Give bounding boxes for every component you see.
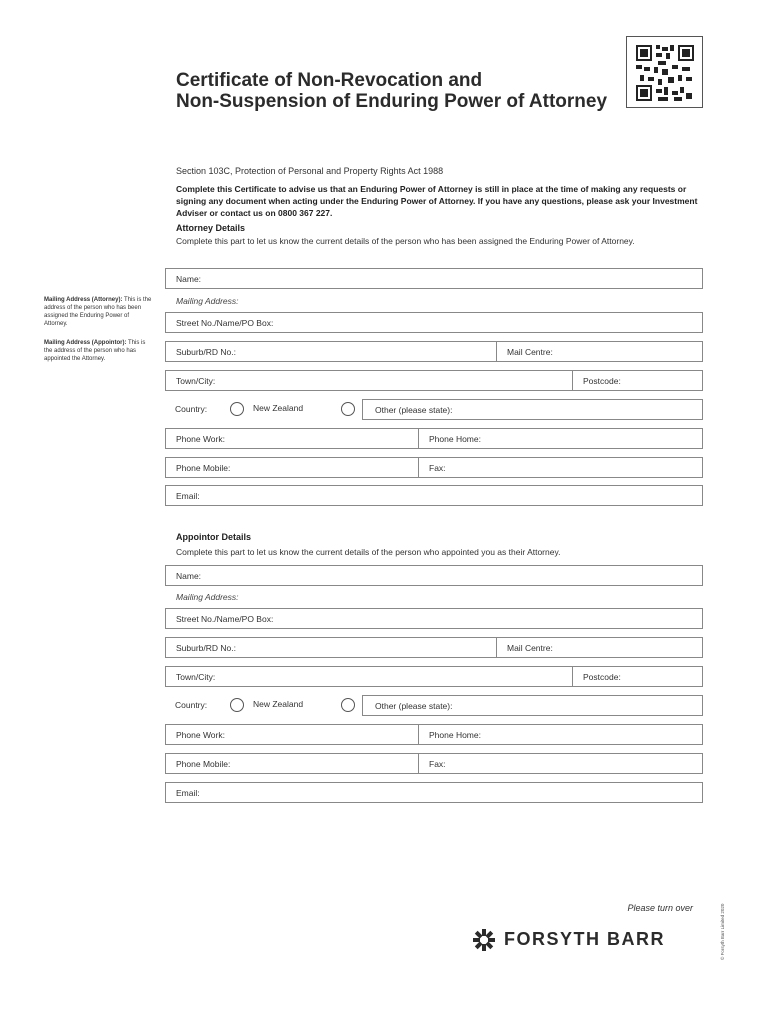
- appointor-suburb-row: [165, 637, 703, 658]
- appointor-other-label: Other (please state):: [375, 701, 453, 711]
- appointor-fax-label: Fax:: [429, 759, 446, 769]
- appointor-email-field[interactable]: [165, 782, 703, 803]
- attorney-town-label: Town/City:: [176, 376, 216, 386]
- attorney-mail-centre-label: Mail Centre:: [507, 347, 553, 357]
- appointor-suburb-field[interactable]: [166, 638, 496, 657]
- appointor-mobile-row: [165, 753, 703, 774]
- attorney-fax-label: Fax:: [429, 463, 446, 473]
- appointor-phone-mobile-field[interactable]: [166, 754, 418, 773]
- attorney-section-description: Complete this part to let us know the current details of the person who has been assigned the Enduring Power of Attorney.: [176, 236, 635, 246]
- appointor-name-field[interactable]: [165, 565, 703, 586]
- appointor-mail-centre-field[interactable]: [496, 638, 704, 657]
- appointor-fax-field[interactable]: [418, 754, 704, 773]
- attorney-town-row: [165, 370, 703, 391]
- attorney-email-label: Email:: [176, 491, 200, 501]
- appointor-postcode-label: Postcode:: [583, 672, 621, 682]
- title-line-1: Certificate of Non-Revocation and: [176, 70, 483, 91]
- appointor-phone-mobile-label: Phone Mobile:: [176, 759, 231, 769]
- appointor-note-label: Mailing Address (Appointor):: [44, 340, 127, 346]
- appointor-phone-work-label: Phone Work:: [176, 730, 225, 740]
- attorney-mobile-row: [165, 457, 703, 478]
- appointor-town-row: [165, 666, 703, 687]
- attorney-name-label: Name:: [176, 274, 202, 284]
- qr-code-icon: [636, 45, 694, 101]
- attorney-postcode-label: Postcode:: [583, 376, 621, 386]
- attorney-note-label: Mailing Address (Attorney):: [44, 297, 123, 303]
- appointor-note-text: This is the address of the person who has appointed the Attorney.: [44, 340, 146, 362]
- appointor-address-note: [44, 339, 152, 363]
- attorney-suburb-row: [165, 341, 703, 362]
- star-logo-icon: [472, 929, 496, 951]
- appointor-mail-centre-label: Mail Centre:: [507, 643, 553, 653]
- appointor-phone-row: [165, 724, 703, 745]
- attorney-postcode-field[interactable]: [572, 371, 704, 390]
- page-title: [176, 70, 607, 112]
- appointor-section-title: Appointor Details: [176, 532, 252, 542]
- appointor-phone-home-field[interactable]: [418, 725, 704, 744]
- appointor-town-field[interactable]: [166, 667, 572, 686]
- attorney-phone-work-label: Phone Work:: [176, 434, 225, 444]
- appointor-mailing-address-label: Mailing Address:: [176, 592, 239, 602]
- appointor-nz-radio[interactable]: [230, 698, 244, 712]
- appointor-other-radio[interactable]: [341, 698, 355, 712]
- attorney-country-label: Country:: [175, 404, 208, 414]
- attorney-phone-mobile-field[interactable]: [166, 458, 418, 477]
- appointor-postcode-field[interactable]: [572, 667, 704, 686]
- attorney-street-label: Street No./Name/PO Box:: [176, 318, 274, 328]
- attorney-other-country-field[interactable]: [362, 399, 703, 420]
- attorney-other-label: Other (please state):: [375, 405, 453, 415]
- qr-code: [626, 36, 703, 108]
- attorney-other-radio[interactable]: [341, 402, 355, 416]
- appointor-name-label: Name:: [176, 571, 202, 581]
- appointor-street-field[interactable]: [165, 608, 703, 629]
- attorney-section-title: Attorney Details: [176, 223, 246, 233]
- appointor-country-row: [165, 695, 703, 716]
- appointor-street-label: Street No./Name/PO Box:: [176, 614, 274, 624]
- appointor-phone-home-label: Phone Home:: [429, 730, 481, 740]
- title-line-2: Non-Suspension of Enduring Power of Attorney: [176, 91, 608, 112]
- copyright-note: © Forsyth Barr Limited 2020: [720, 903, 725, 960]
- appointor-phone-work-field[interactable]: [166, 725, 418, 744]
- appointor-country-label: Country:: [175, 700, 208, 710]
- attorney-street-field[interactable]: [165, 312, 703, 333]
- logo-text: FORSYTH BARR: [504, 929, 665, 949]
- appointor-other-country-field[interactable]: [362, 695, 703, 716]
- appointor-section-description: Complete this part to let us know the current details of the person who appointed you as their Attorney.: [176, 547, 561, 557]
- attorney-country-row: [165, 399, 703, 420]
- appointor-town-label: Town/City:: [176, 672, 216, 682]
- attorney-suburb-label: Suburb/RD No.:: [176, 347, 236, 357]
- appointor-nz-label: New Zealand: [253, 699, 304, 709]
- attorney-suburb-field[interactable]: [166, 342, 496, 361]
- intro-text: Complete this Certificate to advise us that an Enduring Power of Attorney is still in place at the time of making any requests or signing any document when acting under the Enduring Power of Attorney. If you have any questions, please ask your Investment Adviser or contact us on 0800 367 227.: [176, 184, 698, 218]
- please-turn-over: Please turn over: [627, 903, 693, 913]
- attorney-town-field[interactable]: [166, 371, 572, 390]
- attorney-phone-home-field[interactable]: [418, 429, 704, 448]
- attorney-mail-centre-field[interactable]: [496, 342, 704, 361]
- attorney-phone-mobile-label: Phone Mobile:: [176, 463, 231, 473]
- attorney-phone-home-label: Phone Home:: [429, 434, 481, 444]
- appointor-email-label: Email:: [176, 788, 200, 798]
- attorney-phone-row: [165, 428, 703, 449]
- attorney-nz-radio[interactable]: [230, 402, 244, 416]
- attorney-mailing-address-label: Mailing Address:: [176, 296, 239, 306]
- attorney-fax-field[interactable]: [418, 458, 704, 477]
- attorney-nz-label: New Zealand: [253, 403, 304, 413]
- attorney-email-field[interactable]: [165, 485, 703, 506]
- appointor-suburb-label: Suburb/RD No.:: [176, 643, 236, 653]
- attorney-name-field[interactable]: [165, 268, 703, 289]
- attorney-note-text: This is the address of the person who has been assigned the Enduring Power of Attorney.: [44, 297, 152, 327]
- act-reference: Section 103C, Protection of Personal and Property Rights Act 1988: [176, 166, 444, 176]
- attorney-address-note: [44, 296, 152, 328]
- attorney-phone-work-field[interactable]: [166, 429, 418, 448]
